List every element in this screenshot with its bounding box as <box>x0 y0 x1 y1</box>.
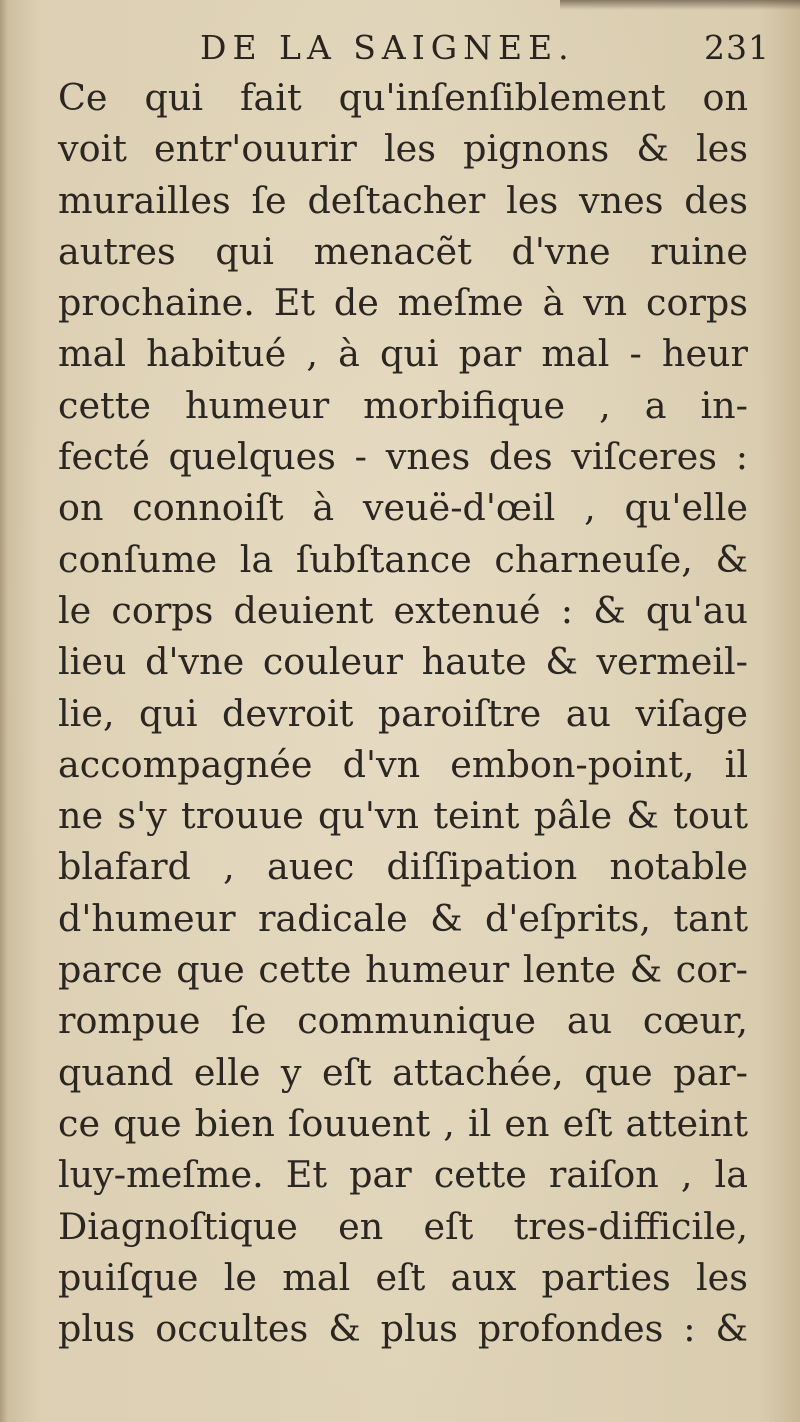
text-line: lie, qui devroit paroiſtre au viſage <box>58 691 748 735</box>
text-line: conſume la ſubſtance charneuſe, & <box>58 537 748 581</box>
text-line: plus occultes & plus profondes : & <box>58 1307 748 1351</box>
text-line: lieu d'vne couleur haute & vermeil- <box>58 640 748 684</box>
page-number: 231 <box>704 28 770 67</box>
text-line: ne s'y trouue qu'vn teint pâle & tout <box>58 794 748 838</box>
text-line: puiſque le mal eſt aux parties les <box>58 1255 748 1299</box>
text-line: ce que bien ſouuent , il en eſt atteint <box>58 1101 748 1145</box>
text-line: Ce qui fait qu'inſenſiblement on <box>58 76 748 119</box>
text-line: autres qui menacẽt d'vne ruine <box>58 229 748 273</box>
text-line: parce que cette humeur lente & cor- <box>58 948 748 992</box>
text-line: fecté quelques - vnes des viſceres : <box>58 435 748 479</box>
running-head <box>60 22 770 72</box>
text-line: Diagnoſtique en eſt tres-difficile, <box>58 1204 748 1248</box>
text-line: mal habitué , à qui par mal - heur <box>58 332 748 376</box>
page-edge-shadow <box>560 0 800 10</box>
text-line: cette humeur morbifique , a in- <box>58 383 748 427</box>
body-text <box>58 72 748 1354</box>
text-line: blafard , auec diſſipation notable <box>58 845 748 889</box>
text-line: murailles ſe deſtacher les vnes des <box>58 178 748 222</box>
page-gutter-shadow <box>0 0 8 1422</box>
running-title: DE LA SAIGNEE. <box>200 28 575 67</box>
text-line: on connoiſt à veuë-d'œil , qu'elle <box>58 486 748 530</box>
text-line: prochaine. Et de meſme à vn corps <box>58 281 748 325</box>
text-line: rompue ſe communique au cœur, <box>58 999 748 1043</box>
text-line: quand elle y eſt attachée, que par- <box>58 1050 748 1094</box>
text-line: luy-meſme. Et par cette raiſon , la <box>58 1153 748 1197</box>
text-line: le corps deuient extenué : & qu'au <box>58 588 748 632</box>
text-line: voit entr'ouurir les pignons & les <box>58 127 748 171</box>
text-line: d'humeur radicale & d'eſprits, tant <box>58 896 748 940</box>
text-line: accompagnée d'vn embon-point, il <box>58 742 748 786</box>
